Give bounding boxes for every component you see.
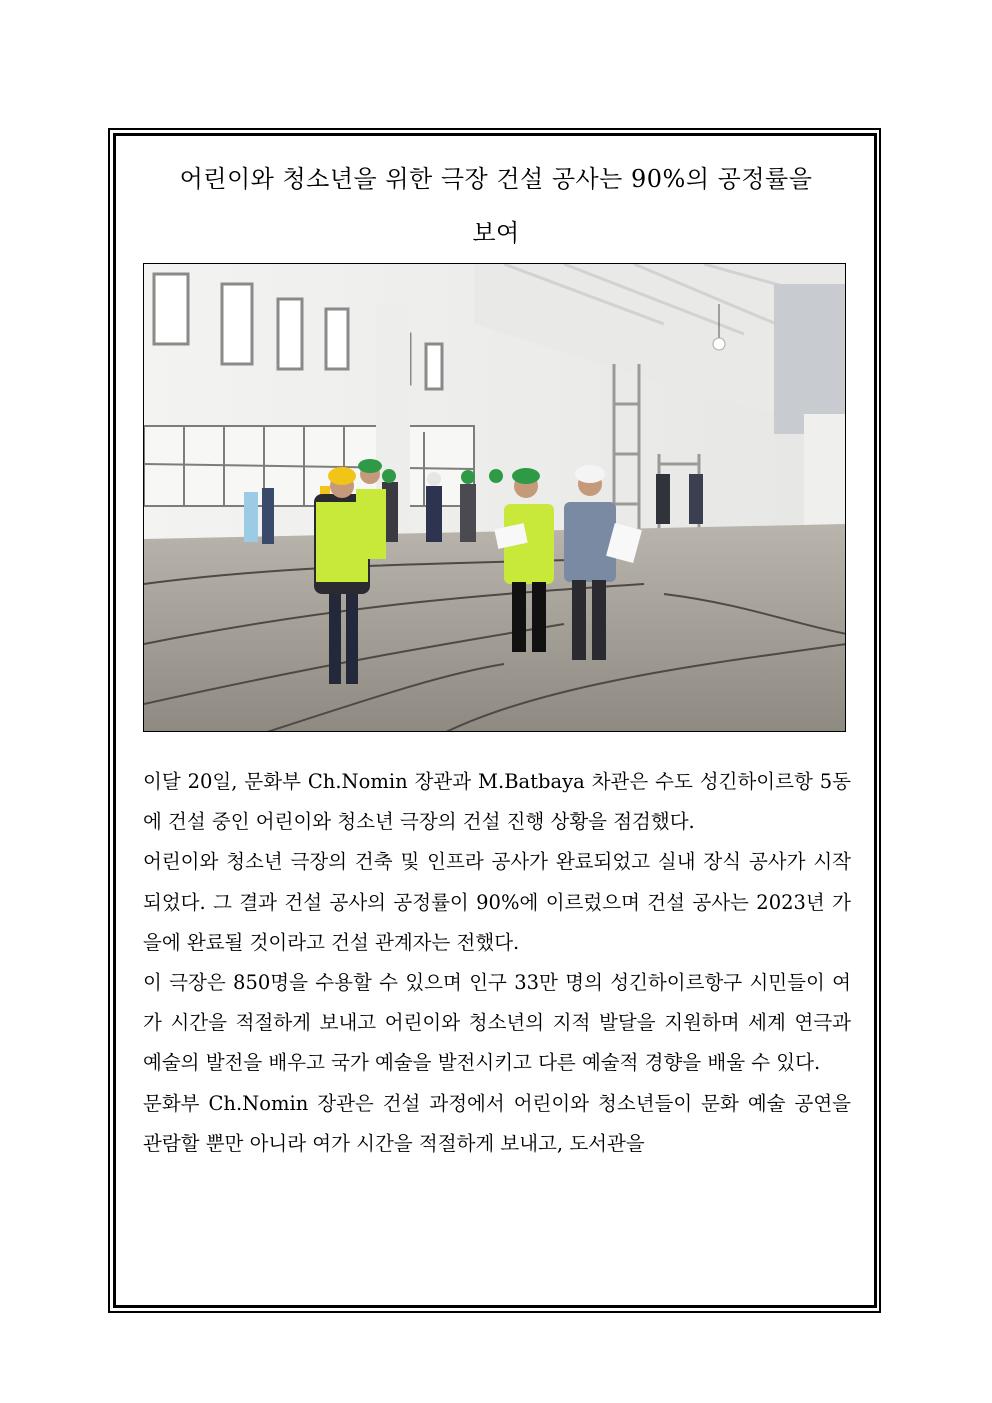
paragraph-4: 문화부 Ch.Nomin 장관은 건설 과정에서 어린이와 청소년들이 문화 예술 공연을 관람할 뿐만 아니라 여가 시간을 적절하게 보내고, 도서관을	[143, 1091, 851, 1155]
construction-site-photo	[143, 263, 846, 732]
article-title	[140, 152, 852, 260]
photo-illustration	[144, 264, 846, 732]
title-line-1: 어린이와 청소년을 위한 극장 건설 공사는 90%의 공정률을	[179, 165, 813, 193]
lower-window-band	[144, 426, 474, 506]
paragraph-3: 이 극장은 850명을 수용할 수 있으며 인구 33만 명의 성긴하이르항구 시민들이 여가 시간을 적절하게 보내고 어린이와 청소년의 지적 발달을 지원하며 세계 연극과 예술의 발전을 배우고 국가 예술을 발전시키고 다른 예술적 경향을 배울 수 있다.	[143, 971, 851, 1075]
article-body	[143, 762, 851, 1164]
ventilation-duct	[774, 284, 846, 434]
concrete-floor	[144, 524, 846, 732]
light-bulb	[713, 338, 725, 350]
paragraph-1: 이달 20일, 문화부 Ch.Nomin 장관과 M.Batbaya 차관은 수도 성긴하이르항 5동에 건설 중인 어린이와 청소년 극장의 건설 진행 상황을 점검했다.	[143, 770, 851, 834]
title-line-2: 보여	[472, 219, 520, 247]
paragraph-2: 어린이와 청소년 극장의 건축 및 인프라 공사가 완료되었고 실내 장식 공사가 시작되었다. 그 결과 건설 공사의 공정률이 90%에 이르렀으며 건설 공사는 2023년 가을에 완료될 것이라고 건설 관계자는 전했다.	[143, 850, 851, 954]
